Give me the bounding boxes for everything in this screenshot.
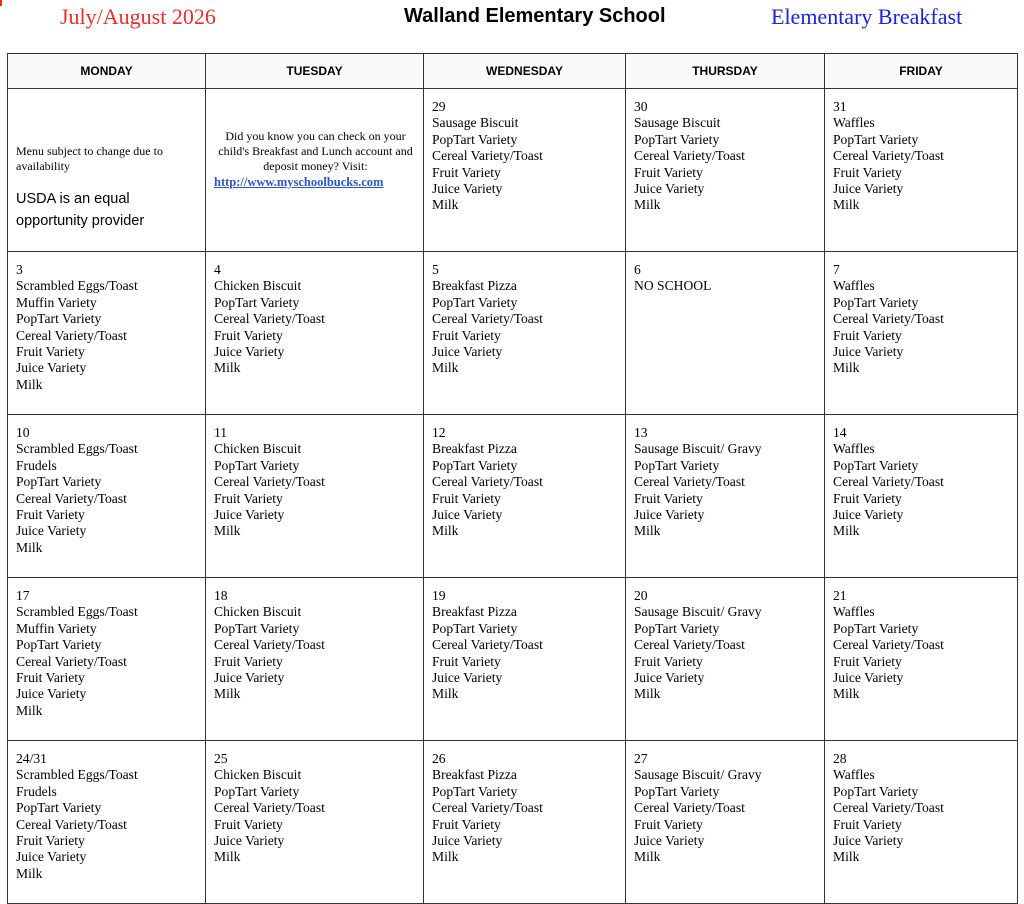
- day-number: 26: [432, 751, 446, 766]
- menu-item: Juice Variety: [16, 849, 87, 865]
- week-row: [8, 252, 1018, 415]
- day-number: 7: [833, 262, 840, 277]
- day-cell: [424, 415, 626, 578]
- menu-item: Fruit Variety: [214, 653, 283, 669]
- menu-item: Juice Variety: [833, 507, 904, 523]
- menu-item: Cereal Variety/Toast: [833, 637, 944, 653]
- menu-item: PopTart Variety: [833, 294, 919, 310]
- menu-item: Fruit Variety: [16, 670, 85, 686]
- day-number: 12: [432, 425, 446, 440]
- menu-change-notice: Menu subject to change due to availability: [16, 144, 163, 173]
- menu-item: Chicken Biscuit: [214, 767, 302, 783]
- menu-item: Scrambled Eggs/Toast: [16, 767, 138, 783]
- day-cell: [825, 415, 1018, 578]
- menu-type: Elementary Breakfast: [771, 4, 963, 29]
- menu-item: Juice Variety: [432, 344, 503, 360]
- menu-item: Juice Variety: [833, 344, 904, 360]
- menu-item: Chicken Biscuit: [214, 441, 302, 457]
- menu-item: PopTart Variety: [214, 294, 300, 310]
- menu-item: Cereal Variety/Toast: [432, 311, 543, 327]
- header-wednesday: WEDNESDAY: [424, 54, 626, 89]
- menu-item: Sausage Biscuit/ Gravy: [634, 767, 762, 783]
- menu-item: Cereal Variety/Toast: [214, 311, 325, 327]
- menu-item: Sausage Biscuit: [432, 115, 519, 131]
- menu-item: Juice Variety: [634, 833, 705, 849]
- menu-item: PopTart Variety: [634, 131, 720, 147]
- menu-item: Cereal Variety/Toast: [214, 800, 325, 816]
- margin-mark: [0, 0, 2, 6]
- day-cell: [626, 741, 825, 904]
- day-number: 5: [432, 262, 439, 277]
- header-friday: FRIDAY: [825, 54, 1018, 89]
- day-number: 11: [214, 425, 228, 440]
- menu-item: Cereal Variety/Toast: [432, 474, 543, 490]
- menu-item: Cereal Variety/Toast: [432, 800, 543, 816]
- menu-item: Juice Variety: [214, 833, 285, 849]
- menu-item: PopTart Variety: [432, 620, 518, 636]
- menu-item: PopTart Variety: [16, 637, 102, 653]
- day-cell: [626, 89, 825, 252]
- account-info-cell: [206, 89, 424, 252]
- notice-cell: [8, 89, 206, 252]
- myschoolbucks-link[interactable]: http://www.myschoolbucks.com: [214, 175, 384, 189]
- menu-item: Milk: [833, 686, 860, 702]
- menu-item: Fruit Variety: [432, 816, 501, 832]
- menu-item: Fruit Variety: [214, 327, 283, 343]
- menu-item: Milk: [16, 865, 43, 881]
- week-row: [8, 741, 1018, 904]
- menu-item: Milk: [16, 702, 43, 718]
- menu-item: Fruit Variety: [16, 833, 85, 849]
- menu-item: Milk: [634, 849, 661, 865]
- menu-item: Milk: [16, 376, 43, 392]
- menu-item: Fruit Variety: [833, 327, 902, 343]
- day-number: 21: [833, 588, 847, 603]
- menu-item: PopTart Variety: [634, 783, 720, 799]
- day-number: 30: [634, 99, 648, 114]
- menu-month: July/August 2026: [60, 4, 216, 29]
- menu-item: Milk: [214, 849, 241, 865]
- day-cell: [626, 578, 825, 741]
- menu-item: Muffin Variety: [16, 620, 97, 636]
- day-number: 28: [833, 751, 847, 766]
- menu-item: Fruit Variety: [634, 490, 703, 506]
- menu-item: Juice Variety: [833, 833, 904, 849]
- menu-item: NO SCHOOL: [634, 278, 712, 294]
- menu-item: PopTart Variety: [16, 800, 102, 816]
- menu-item: Cereal Variety/Toast: [432, 637, 543, 653]
- menu-item: Muffin Variety: [16, 294, 97, 310]
- day-number: 13: [634, 425, 648, 440]
- week-row: [8, 89, 1018, 252]
- menu-item: Milk: [432, 686, 459, 702]
- school-name: Walland Elementary School: [404, 5, 666, 27]
- day-number: 17: [16, 588, 30, 603]
- menu-item: Scrambled Eggs/Toast: [16, 441, 138, 457]
- menu-item: Juice Variety: [214, 670, 285, 686]
- menu-item: Fruit Variety: [16, 507, 85, 523]
- menu-item: PopTart Variety: [833, 457, 919, 473]
- menu-item: PopTart Variety: [833, 620, 919, 636]
- menu-item: Cereal Variety/Toast: [833, 311, 944, 327]
- day-cell: [825, 252, 1018, 415]
- menu-item: Juice Variety: [634, 507, 705, 523]
- menu-item: PopTart Variety: [214, 783, 300, 799]
- menu-item: Sausage Biscuit: [634, 115, 721, 131]
- menu-item: Fruit Variety: [16, 344, 85, 360]
- menu-item: PopTart Variety: [16, 474, 102, 490]
- day-cell: [424, 578, 626, 741]
- menu-item: Scrambled Eggs/Toast: [16, 278, 138, 294]
- menu-item: Milk: [833, 360, 860, 376]
- menu-item: Fruit Variety: [634, 653, 703, 669]
- menu-item: Fruit Variety: [634, 164, 703, 180]
- menu-item: Cereal Variety/Toast: [634, 474, 745, 490]
- menu-item: PopTart Variety: [833, 783, 919, 799]
- menu-item: Cereal Variety/Toast: [833, 148, 944, 164]
- menu-item: Juice Variety: [16, 686, 87, 702]
- menu-item: Cereal Variety/Toast: [16, 653, 127, 669]
- menu-item: Juice Variety: [432, 833, 503, 849]
- day-number: 6: [634, 262, 641, 277]
- day-cell: [626, 415, 825, 578]
- header-monday: MONDAY: [8, 54, 206, 89]
- menu-item: Waffles: [833, 115, 875, 131]
- day-cell: [424, 252, 626, 415]
- menu-item: Breakfast Pizza: [432, 767, 517, 783]
- menu-item: PopTart Variety: [214, 457, 300, 473]
- menu-item: PopTart Variety: [634, 457, 720, 473]
- menu-item: Frudels: [16, 457, 57, 473]
- menu-item: Milk: [214, 360, 241, 376]
- menu-item: Milk: [432, 197, 459, 213]
- menu-item: Cereal Variety/Toast: [634, 148, 745, 164]
- menu-item: Milk: [432, 849, 459, 865]
- day-cell: [825, 741, 1018, 904]
- weekday-header-row: [8, 54, 1018, 89]
- menu-item: Cereal Variety/Toast: [16, 490, 127, 506]
- page-header: [0, 0, 1024, 40]
- day-cell: [626, 252, 825, 415]
- menu-item: Waffles: [833, 767, 875, 783]
- header-thursday: THURSDAY: [626, 54, 825, 89]
- menu-item: Waffles: [833, 278, 875, 294]
- menu-item: Cereal Variety/Toast: [634, 800, 745, 816]
- menu-item: Waffles: [833, 604, 875, 620]
- menu-item: Milk: [432, 523, 459, 539]
- menu-item: Fruit Variety: [432, 164, 501, 180]
- menu-item: Cereal Variety/Toast: [214, 474, 325, 490]
- day-cell: [424, 89, 626, 252]
- menu-item: Milk: [432, 360, 459, 376]
- menu-item: Cereal Variety/Toast: [833, 800, 944, 816]
- menu-item: PopTart Variety: [833, 131, 919, 147]
- menu-item: Fruit Variety: [833, 490, 902, 506]
- menu-item: PopTart Variety: [16, 311, 102, 327]
- menu-item: Milk: [214, 686, 241, 702]
- day-cell: [825, 89, 1018, 252]
- day-cell: [424, 741, 626, 904]
- menu-item: Breakfast Pizza: [432, 278, 517, 294]
- day-number: 25: [214, 751, 228, 766]
- menu-item: Fruit Variety: [432, 327, 501, 343]
- menu-item: Milk: [214, 523, 241, 539]
- menu-item: Juice Variety: [16, 523, 87, 539]
- menu-item: Chicken Biscuit: [214, 604, 302, 620]
- menu-item: Fruit Variety: [214, 490, 283, 506]
- menu-item: Juice Variety: [634, 670, 705, 686]
- menu-item: Milk: [833, 523, 860, 539]
- menu-item: Cereal Variety/Toast: [16, 816, 127, 832]
- menu-item: Breakfast Pizza: [432, 441, 517, 457]
- week-row: [8, 415, 1018, 578]
- day-cell: [8, 252, 206, 415]
- day-cell: [825, 578, 1018, 741]
- day-number: 31: [833, 99, 847, 114]
- menu-item: PopTart Variety: [214, 620, 300, 636]
- day-number: 10: [16, 425, 30, 440]
- day-number: 29: [432, 99, 446, 114]
- menu-item: Breakfast Pizza: [432, 604, 517, 620]
- menu-item: Milk: [634, 523, 661, 539]
- menu-item: Juice Variety: [833, 181, 904, 197]
- day-cell: [206, 741, 424, 904]
- menu-item: Juice Variety: [214, 507, 285, 523]
- day-cell: [206, 415, 424, 578]
- menu-item: Milk: [634, 197, 661, 213]
- menu-item: Juice Variety: [432, 670, 503, 686]
- menu-item: Chicken Biscuit: [214, 278, 302, 294]
- day-cell: [8, 741, 206, 904]
- menu-item: Cereal Variety/Toast: [214, 637, 325, 653]
- menu-item: Cereal Variety/Toast: [833, 474, 944, 490]
- day-cell: [206, 252, 424, 415]
- menu-item: Juice Variety: [432, 507, 503, 523]
- week-row: [8, 578, 1018, 741]
- menu-item: Fruit Variety: [432, 653, 501, 669]
- menu-item: Juice Variety: [432, 181, 503, 197]
- menu-item: Milk: [833, 197, 860, 213]
- day-number: 20: [634, 588, 648, 603]
- menu-item: Cereal Variety/Toast: [634, 637, 745, 653]
- menu-item: Fruit Variety: [833, 816, 902, 832]
- day-number: 27: [634, 751, 648, 766]
- menu-item: Sausage Biscuit/ Gravy: [634, 604, 762, 620]
- menu-item: Cereal Variety/Toast: [16, 327, 127, 343]
- menu-item: Fruit Variety: [214, 816, 283, 832]
- menu-item: Juice Variety: [214, 344, 285, 360]
- menu-item: Fruit Variety: [432, 490, 501, 506]
- day-number: 18: [214, 588, 228, 603]
- menu-item: Juice Variety: [634, 181, 705, 197]
- usda-notice: USDA is an equal opportunity provider: [16, 191, 145, 229]
- menu-calendar: [7, 53, 1018, 904]
- day-cell: [8, 415, 206, 578]
- menu-item: Milk: [16, 539, 43, 555]
- day-cell: [206, 578, 424, 741]
- day-number: 14: [833, 425, 847, 440]
- menu-item: Juice Variety: [16, 360, 87, 376]
- day-number: 4: [214, 262, 221, 277]
- menu-item: Cereal Variety/Toast: [432, 148, 543, 164]
- day-number: 3: [16, 262, 23, 277]
- menu-item: Milk: [634, 686, 661, 702]
- menu-item: PopTart Variety: [634, 620, 720, 636]
- day-number: 24/31: [16, 751, 47, 766]
- menu-item: Milk: [833, 849, 860, 865]
- menu-item: Waffles: [833, 441, 875, 457]
- menu-item: Fruit Variety: [634, 816, 703, 832]
- header-tuesday: TUESDAY: [206, 54, 424, 89]
- menu-item: PopTart Variety: [432, 294, 518, 310]
- menu-item: Fruit Variety: [833, 653, 902, 669]
- day-number: 19: [432, 588, 446, 603]
- menu-item: PopTart Variety: [432, 457, 518, 473]
- menu-item: Frudels: [16, 783, 57, 799]
- menu-item: Fruit Variety: [833, 164, 902, 180]
- menu-item: PopTart Variety: [432, 783, 518, 799]
- menu-item: Juice Variety: [833, 670, 904, 686]
- day-cell: [8, 578, 206, 741]
- menu-item: Scrambled Eggs/Toast: [16, 604, 138, 620]
- account-info-text: Did you know you can check on your child's Breakfast and Lunch account and deposit money? Visit:: [218, 129, 413, 173]
- menu-item: PopTart Variety: [432, 131, 518, 147]
- menu-item: Sausage Biscuit/ Gravy: [634, 441, 762, 457]
